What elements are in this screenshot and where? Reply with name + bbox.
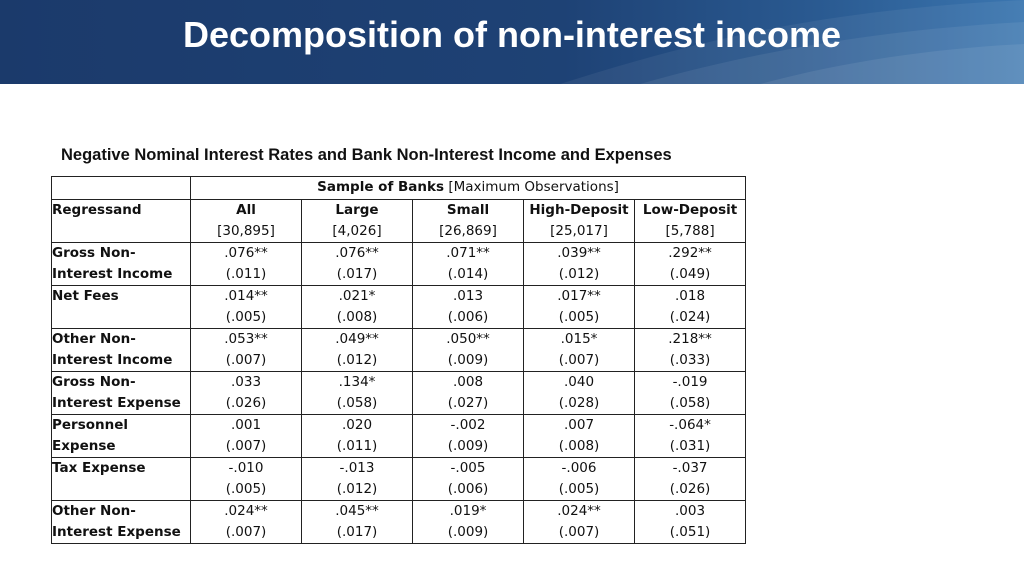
- regressand-label: Interest Expense: [52, 524, 181, 540]
- standard-error: (.011): [225, 266, 267, 282]
- regressand-label: Interest Income: [52, 352, 173, 368]
- standard-error: (.006): [447, 481, 489, 497]
- corner-cell: [52, 177, 191, 200]
- coefficient: -.037: [672, 460, 708, 476]
- column-observations: [30,895]: [217, 223, 275, 239]
- standard-error: (.033): [669, 352, 711, 368]
- coefficient: .001: [230, 417, 262, 433]
- standard-error: (.028): [558, 395, 600, 411]
- standard-error: (.007): [558, 352, 600, 368]
- estimate-cell: [413, 286, 524, 329]
- estimate-cell: [635, 372, 746, 415]
- column-header: [524, 200, 635, 243]
- estimate-cell: [191, 501, 302, 544]
- regressand-cell: [52, 286, 191, 329]
- estimate-cell: [524, 243, 635, 286]
- coefficient: .003: [675, 503, 706, 519]
- column-observations: [4,026]: [332, 223, 382, 239]
- coefficient: .019*: [449, 503, 487, 519]
- standard-error: (.058): [669, 395, 711, 411]
- regressand-label: Personnel: [52, 417, 129, 433]
- regressand-label: Net Fees: [52, 288, 119, 304]
- coefficient: .292**: [668, 245, 712, 261]
- column-header-row: [52, 200, 746, 243]
- estimate-cell: [302, 501, 413, 544]
- coefficient: -.010: [228, 460, 264, 476]
- standard-error: (.005): [558, 481, 600, 497]
- group-header-note: [Maximum Observations]: [444, 179, 619, 195]
- regressand-label: Interest Income: [52, 266, 173, 282]
- table-row: [52, 501, 746, 544]
- regressand-header: Regressand: [52, 200, 191, 243]
- estimate-cell: [524, 329, 635, 372]
- estimate-cell: [302, 329, 413, 372]
- column-name: Small: [446, 202, 490, 218]
- standard-error: (.005): [225, 481, 267, 497]
- title-banner: [0, 0, 1024, 84]
- standard-error: (.017): [336, 524, 378, 540]
- coefficient: -.002: [450, 417, 486, 433]
- table-row: [52, 372, 746, 415]
- estimate-cell: [302, 458, 413, 501]
- results-table: [51, 176, 746, 544]
- coefficient: .021*: [338, 288, 376, 304]
- standard-error: (.011): [336, 438, 378, 454]
- column-header: [191, 200, 302, 243]
- estimate-cell: [635, 329, 746, 372]
- estimate-cell: [191, 286, 302, 329]
- standard-error: (.007): [225, 524, 267, 540]
- column-name: All: [236, 202, 256, 218]
- coefficient: .020: [341, 417, 373, 433]
- regressand-cell: [52, 329, 191, 372]
- coefficient: .218**: [668, 331, 712, 347]
- coefficient: -.006: [561, 460, 597, 476]
- coefficient: .039**: [557, 245, 601, 261]
- standard-error: (.014): [447, 266, 489, 282]
- standard-error: (.049): [669, 266, 711, 282]
- estimate-cell: [191, 458, 302, 501]
- regressand-cell: [52, 458, 191, 501]
- standard-error: (.012): [336, 352, 378, 368]
- estimate-cell: [302, 286, 413, 329]
- estimate-cell: [413, 329, 524, 372]
- standard-error: (.017): [336, 266, 378, 282]
- standard-error: (.009): [447, 438, 489, 454]
- standard-error: (.009): [447, 524, 489, 540]
- coefficient: .013: [452, 288, 484, 304]
- estimate-cell: [191, 243, 302, 286]
- coefficient: -.005: [450, 460, 486, 476]
- standard-error: (.027): [447, 395, 489, 411]
- estimate-cell: [635, 501, 746, 544]
- estimate-cell: [302, 372, 413, 415]
- table-row: [52, 458, 746, 501]
- regressand-label: Gross Non-: [52, 374, 136, 390]
- estimate-cell: [635, 243, 746, 286]
- estimate-cell: [302, 243, 413, 286]
- column-observations: [26,869]: [439, 223, 497, 239]
- table-row: [52, 415, 746, 458]
- coefficient: .050**: [446, 331, 490, 347]
- table-row: [52, 286, 746, 329]
- table-row: [52, 329, 746, 372]
- coefficient: .134*: [338, 374, 376, 390]
- coefficient: .045**: [335, 503, 379, 519]
- table-row: [52, 243, 746, 286]
- coefficient: -.013: [339, 460, 375, 476]
- estimate-cell: [524, 501, 635, 544]
- coefficient: .049**: [335, 331, 379, 347]
- coefficient: .008: [452, 374, 484, 390]
- estimate-cell: [191, 329, 302, 372]
- coefficient: .024**: [224, 503, 268, 519]
- estimate-cell: [191, 372, 302, 415]
- standard-error: (.012): [558, 266, 600, 282]
- coefficient: .007: [563, 417, 595, 433]
- standard-error: (.024): [669, 309, 711, 325]
- estimate-cell: [413, 243, 524, 286]
- coefficient: .071**: [446, 245, 490, 261]
- estimate-cell: [524, 415, 635, 458]
- standard-error: (.007): [558, 524, 600, 540]
- estimate-cell: [191, 415, 302, 458]
- estimate-cell: [302, 415, 413, 458]
- estimate-cell: [635, 415, 746, 458]
- coefficient: .015*: [560, 331, 598, 347]
- regressand-label: Interest Expense: [52, 395, 181, 411]
- column-observations: [5,788]: [665, 223, 715, 239]
- regressand-cell: [52, 415, 191, 458]
- group-header-bold: Sample of Banks: [317, 179, 445, 195]
- coefficient: .040: [563, 374, 595, 390]
- regressand-label: Other Non-: [52, 331, 136, 347]
- coefficient: .076**: [335, 245, 379, 261]
- standard-error: (.007): [225, 352, 267, 368]
- estimate-cell: [524, 372, 635, 415]
- group-header: [191, 177, 746, 200]
- standard-error: (.051): [669, 524, 711, 540]
- column-header: [302, 200, 413, 243]
- standard-error: (.026): [669, 481, 711, 497]
- table-body: [52, 243, 746, 544]
- page-title: Decomposition of non-interest income: [182, 14, 842, 55]
- standard-error: (.005): [225, 309, 267, 325]
- coefficient: .076**: [224, 245, 268, 261]
- regressand-label: Expense: [52, 438, 116, 454]
- coefficient: .014**: [224, 288, 268, 304]
- regressand-label: Tax Expense: [52, 460, 146, 476]
- column-name: Low-Deposit: [642, 202, 738, 218]
- table-caption: Negative Nominal Interest Rates and Bank Non-Interest Income and Expenses: [61, 146, 672, 164]
- regressand-cell: [52, 243, 191, 286]
- column-header: [635, 200, 746, 243]
- standard-error: (.007): [225, 438, 267, 454]
- column-name: High-Deposit: [529, 202, 629, 218]
- coefficient: .018: [675, 288, 706, 304]
- coefficient: -.064*: [669, 417, 711, 433]
- regressand-cell: [52, 501, 191, 544]
- standard-error: (.031): [669, 438, 711, 454]
- estimate-cell: [413, 372, 524, 415]
- coefficient: .053**: [224, 331, 268, 347]
- standard-error: (.008): [558, 438, 600, 454]
- column-observations: [25,017]: [550, 223, 608, 239]
- regressand-cell: [52, 372, 191, 415]
- coefficient: .033: [230, 374, 262, 390]
- coefficient: .024**: [557, 503, 601, 519]
- standard-error: (.005): [558, 309, 600, 325]
- coefficient: .017**: [557, 288, 601, 304]
- standard-error: (.006): [447, 309, 489, 325]
- regressand-label: Gross Non-: [52, 245, 136, 261]
- estimate-cell: [413, 501, 524, 544]
- standard-error: (.058): [336, 395, 378, 411]
- standard-error: (.012): [336, 481, 378, 497]
- regressand-label: Other Non-: [52, 503, 136, 519]
- estimate-cell: [413, 415, 524, 458]
- estimate-cell: [635, 458, 746, 501]
- standard-error: (.008): [336, 309, 378, 325]
- column-header: [413, 200, 524, 243]
- estimate-cell: [524, 458, 635, 501]
- estimate-cell: [635, 286, 746, 329]
- standard-error: (.009): [447, 352, 489, 368]
- standard-error: (.026): [225, 395, 267, 411]
- estimate-cell: [413, 458, 524, 501]
- estimate-cell: [524, 286, 635, 329]
- column-name: Large: [335, 202, 379, 218]
- coefficient: -.019: [672, 374, 708, 390]
